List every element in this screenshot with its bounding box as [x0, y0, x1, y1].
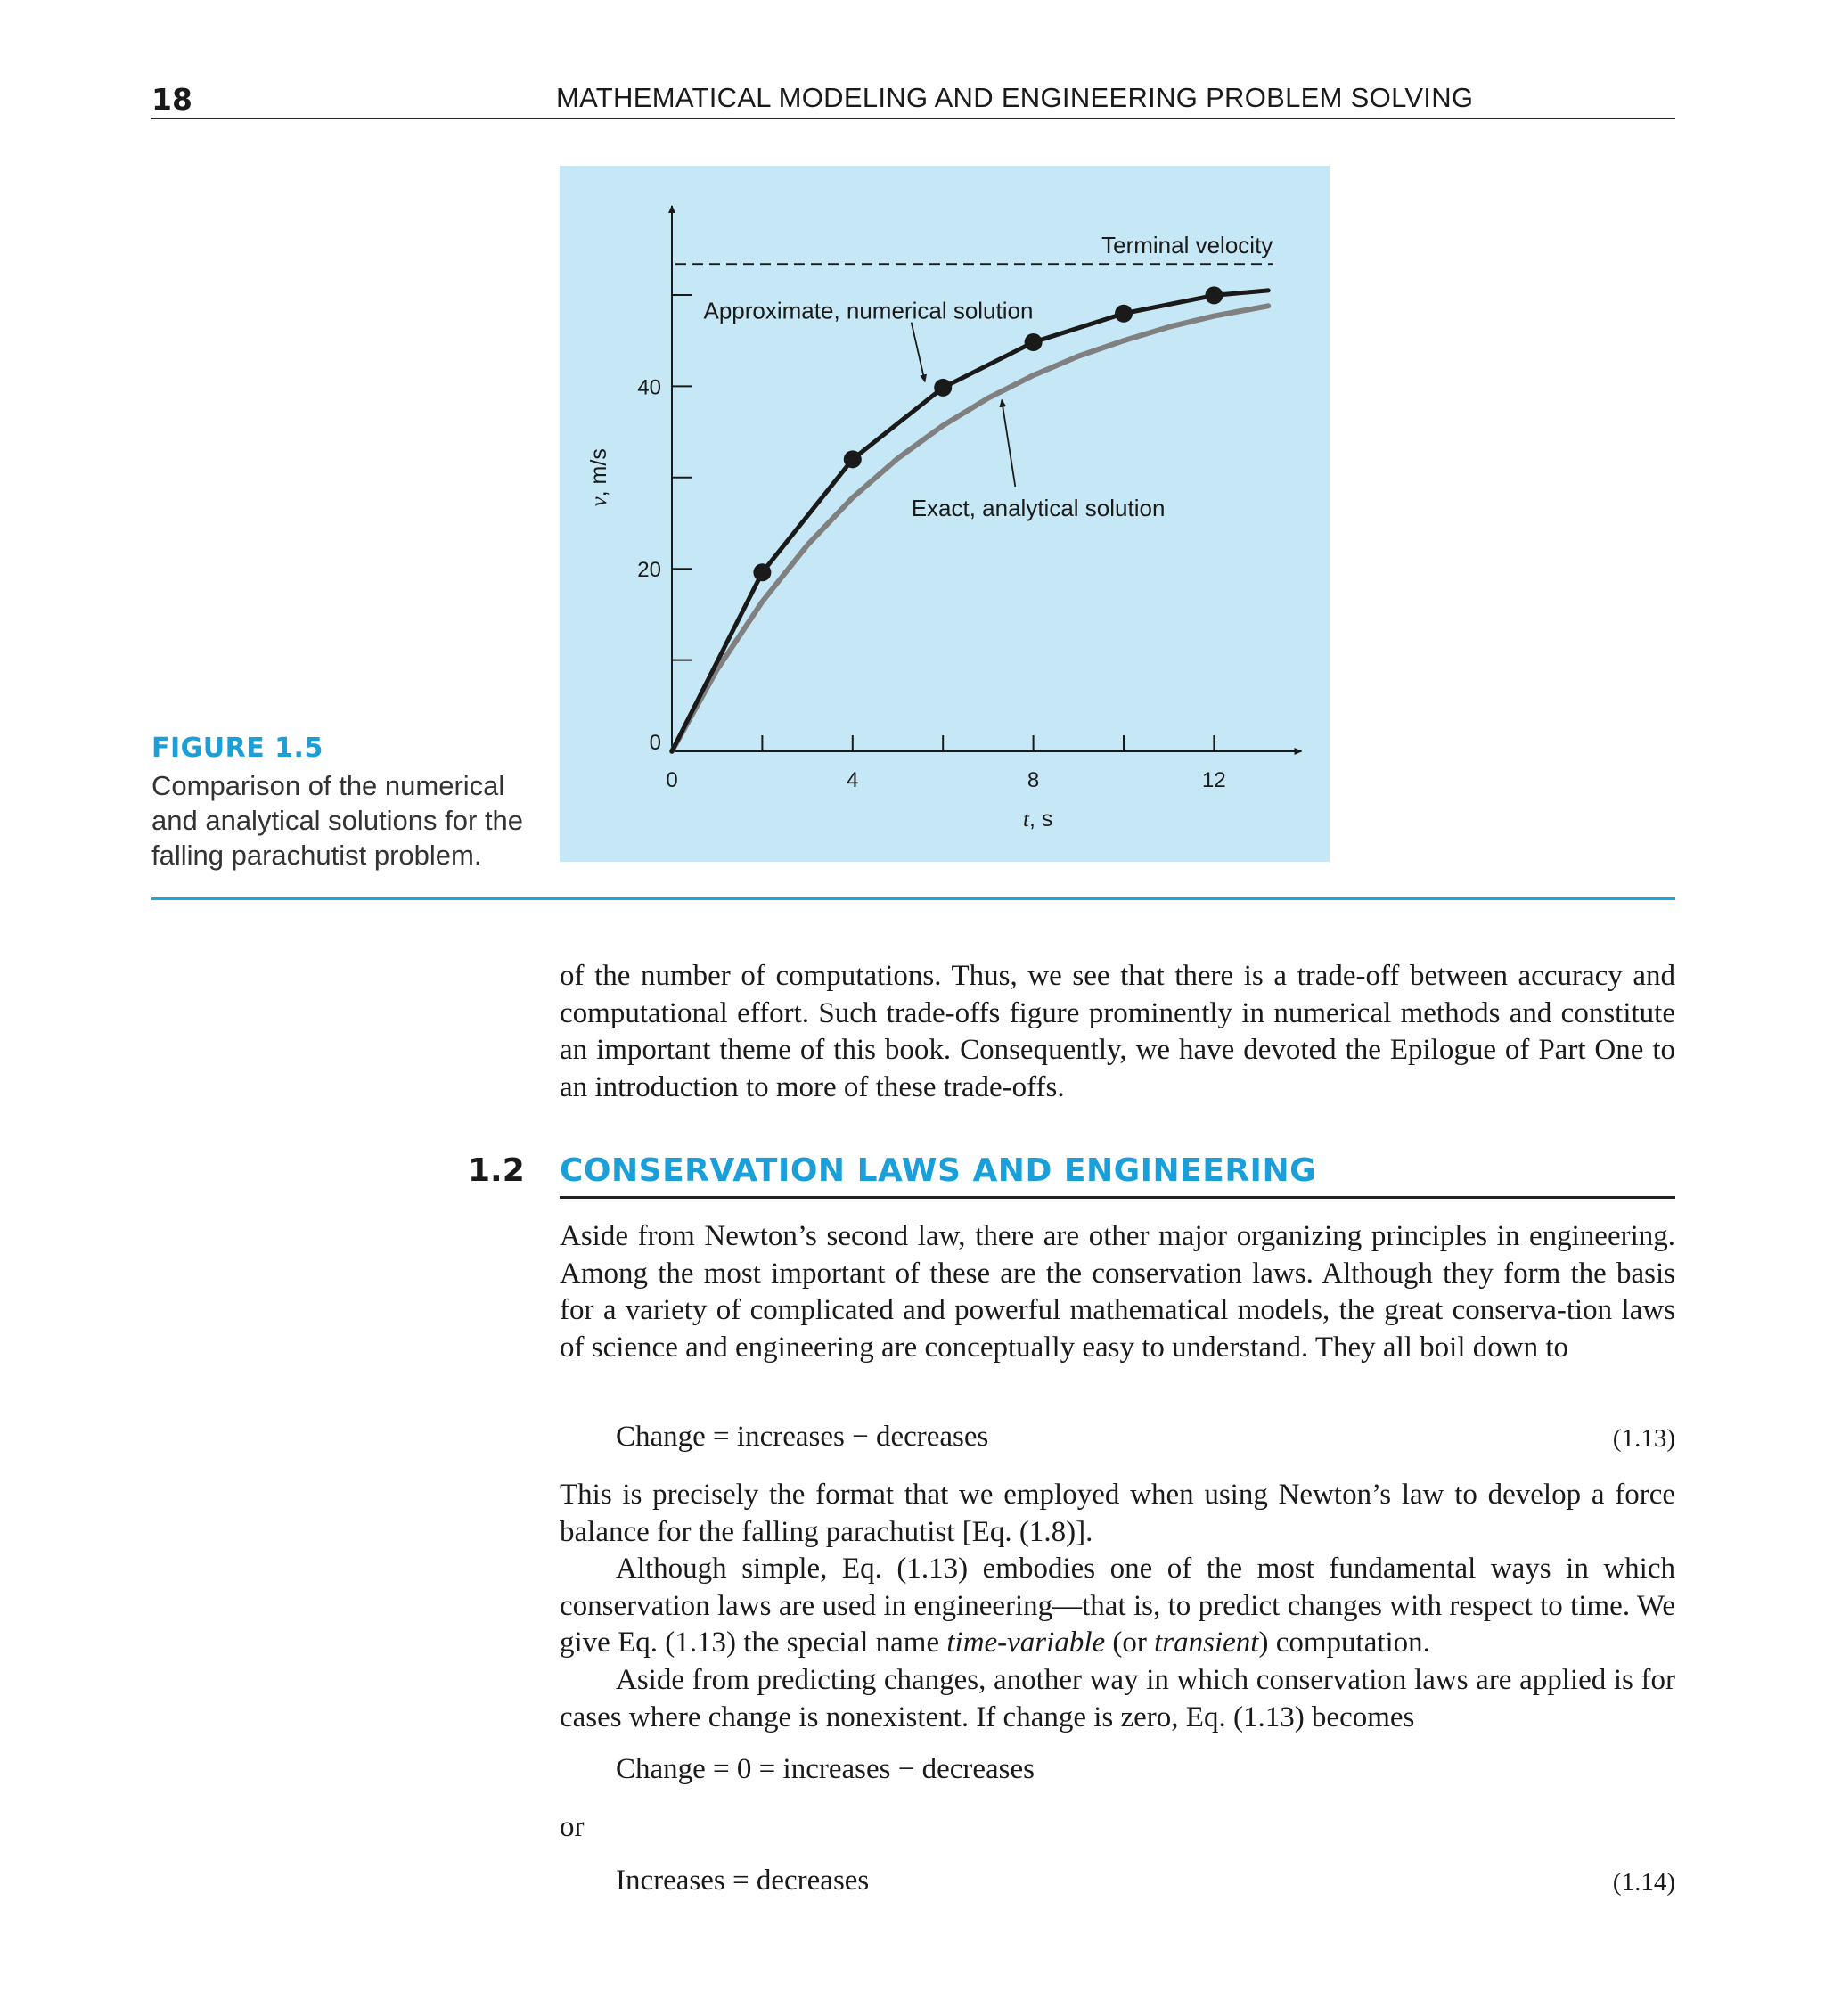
figure-panel	[560, 166, 1330, 862]
x-tick-label: 0	[666, 768, 678, 792]
x-tick-label: 8	[1027, 768, 1040, 792]
annotations	[703, 232, 1273, 521]
section-title: CONSERVATION LAWS AND ENGINEERING	[560, 1152, 1317, 1189]
figure-caption: Comparison of the numerical and analytical solutions for the falling parachutist problem.	[151, 770, 524, 871]
y-tick-label: 20	[637, 558, 661, 583]
y-tick-label: 40	[637, 375, 661, 400]
or-word: or	[560, 1811, 585, 1843]
text-run: ) computation.	[1258, 1627, 1430, 1659]
page-number: 18	[151, 82, 192, 117]
analytical-leader-arrow	[1002, 400, 1015, 487]
y-tick-label: 0	[649, 731, 661, 755]
equation-steady-change: Change = 0 = increases − decreases	[616, 1753, 1035, 1785]
section-number: 1.2	[468, 1152, 525, 1189]
x-tick-label: 12	[1202, 768, 1226, 792]
velocity-chart	[560, 166, 1330, 862]
x-axis-label	[1023, 807, 1052, 832]
x-axis-var: t	[1022, 807, 1029, 832]
equation-1-14: Increases = decreases	[616, 1864, 870, 1897]
y-axis-unit: , m/s	[586, 448, 611, 497]
equation-1-13: Change = increases − decreases	[616, 1421, 989, 1453]
figure-label: FIGURE 1.5	[151, 733, 323, 764]
paragraph-format: This is precisely the format that we employed when using Newton’s law to develop a force balance for the falling parachutist [Eq. (1.8)].	[560, 1479, 1675, 1548]
numerical-point	[934, 379, 952, 397]
numerical-point	[1025, 333, 1043, 351]
equation-number-1-13: (1.13)	[1612, 1424, 1675, 1453]
numerical-point	[1115, 305, 1133, 323]
paragraph-steady-state: Aside from predicting changes, another way in which conservation laws are applied is for cases where change is nonexistent. If change is zero, Eq. (1.13) becomes	[560, 1664, 1675, 1733]
figure-rule	[151, 897, 1675, 900]
x-tick-label: 4	[847, 768, 859, 792]
text-run: Although simple, Eq. (1.13) embodies one of the most fundamental ways in which conservation laws are used in engineering—that is, to predict changes with respect to time. We give Eq. (1.13) the special name	[560, 1553, 1675, 1659]
numerical-point	[753, 563, 771, 581]
term-time-variable: time-variable	[946, 1627, 1106, 1659]
numerical-leader-arrow	[912, 323, 925, 382]
term-transient: transient	[1154, 1627, 1259, 1659]
x-axis-unit: , s	[1028, 807, 1053, 832]
text-run: (or	[1105, 1627, 1155, 1659]
terminal-velocity-label: Terminal velocity	[1101, 232, 1273, 259]
y-axis-var: v	[587, 496, 611, 507]
header-rule	[151, 118, 1675, 119]
running-head: MATHEMATICAL MODELING AND ENGINEERING PROBLEM SOLVING	[556, 82, 1474, 113]
equation-number-1-14: (1.14)	[1612, 1868, 1675, 1897]
paragraph-time-variable	[560, 1551, 1675, 1662]
paragraph-tradeoffs: of the number of computations. Thus, we see that there is a trade-off between accuracy and computational effort. Such trade-offs figure prominently in numerical methods and constitute an important theme of this book. Consequently, we have devoted the Epilogue of Part One to an introduction to more of these trade-offs.	[560, 960, 1675, 1103]
numerical-point	[1205, 286, 1223, 304]
numerical-solution-label: Approximate, numerical solution	[703, 297, 1034, 324]
numerical-point	[844, 450, 862, 468]
y-axis-label	[586, 448, 611, 506]
paragraph-conservation-intro: Aside from Newton’s second law, there are other major organizing principles in engineering. Among the most important of these are the conservation laws. Although they form the basis for a variety of complicated and powerful mathematical models, the great conserva-tion laws of science and engineering are conceptually easy to understand. They all boil down to	[560, 1220, 1675, 1364]
section-rule	[560, 1196, 1675, 1199]
analytical-solution-label: Exact, analytical solution	[911, 494, 1166, 521]
